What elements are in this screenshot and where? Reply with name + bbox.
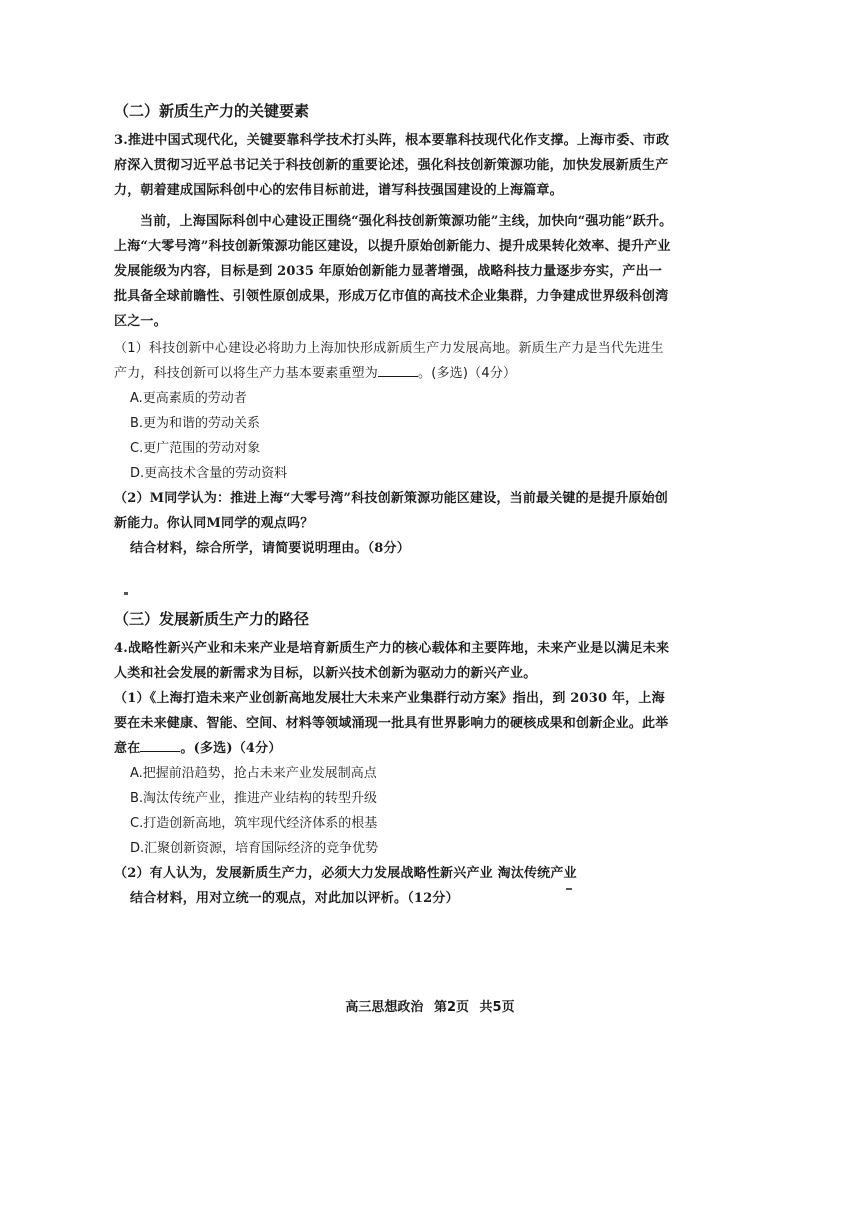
answer-blank [140, 739, 180, 752]
question-3-sub1-suffix: 。(多选)（4分） [418, 366, 517, 381]
section-two [114, 100, 674, 561]
question-3-option-d: D.更高技术含量的劳动资料 [130, 466, 288, 481]
answer-blank [378, 364, 418, 377]
question-3-sub1-text: （1）科技创新中心建设必将助力上海加快形成新质生产力发展高地。新质生产力是当代先进生产力，科技创新可以将生产力基本要素重塑为 [114, 341, 664, 381]
question-4-sub2-task: 结合材料，用对立统一的观点，对此加以评析。（12分） [130, 891, 459, 906]
question-4-sub2: （2）有人认为，发展新质生产力，必须大力发展战略性新兴产业 淘汰传统产业 [114, 866, 577, 881]
question-4-option-c: C.打造创新高地，筑牢现代经济体系的根基 [130, 816, 378, 831]
scan-speck [566, 888, 572, 890]
page-footer: 高三思想政治 第2页 共5页 [345, 1000, 515, 1015]
question-4-sub1 [114, 686, 674, 761]
question-4-intro: 4.战略性新兴产业和未来产业是培育新质生产力的核心载体和主要阵地，未来产业是以满足未来人类和社会发展的新需求为目标，以新兴技术创新为驱动力的新兴产业。 [114, 641, 670, 681]
question-3-material: 当前，上海国际科创中心建设正围绕“强化科技创新策源功能”主线，加快向“强功能”跃升。上海“大零号湾”科技创新策源功能区建设，以提升原始创新能力、提升成果转化效率、提升产业发展能级为内容，目标是到 2035 年原始创新能力显著增强，战略科技力量逐步夯实，产出一批具备全球前瞻性、引领性原创成果，形成万亿市值的高技术企业集群，力争建成世界级科创湾区之一。 [114, 214, 673, 329]
question-3-sub2-task: 结合材料，综合所学，请简要说明理由。（8分） [130, 541, 410, 556]
question-4-option-b: B.淘汰传统产业，推进产业结构的转型升级 [130, 791, 378, 806]
question-4-sub1-text: （1）《上海打造未来产业创新高地发展壮大未来产业集群行动方案》指出，到 2030 年，上海要在未来健康、智能、空间、材料等领域涌现一批具有世界影响力的硬核成果和创新企业。此举意在 [114, 691, 669, 756]
section-three-heading: （三）发展新质生产力的路径 [114, 610, 310, 628]
scan-speck [124, 592, 128, 595]
question-3-sub1 [114, 336, 674, 386]
question-3-intro: 3.推进中国式现代化，关键要靠科学技术打头阵，根本要靠科技现代化作支撑。上海市委、市政府深入贯彻习近平总书记关于科技创新的重要论述，强化科技创新策源功能，加快发展新质生产力，朝着建成国际科创中心的宏伟目标前进，谱写科技强国建设的上海篇章。 [114, 133, 670, 198]
question-4-option-a: A.把握前沿趋势，抢占未来产业发展制高点 [130, 766, 377, 781]
section-three [114, 608, 674, 911]
section-two-heading: （二）新质生产力的关键要素 [114, 102, 310, 120]
question-3-option-a: A.更高素质的劳动者 [130, 391, 247, 406]
question-3-option-c: C.更广范围的劳动对象 [130, 441, 261, 456]
question-3-option-b: B.更为和谐的劳动关系 [130, 416, 261, 431]
question-4-sub1-suffix: 。(多选)（4分） [180, 741, 282, 756]
question-4-option-d: D.汇聚创新资源，培育国际经济的竞争优势 [130, 841, 379, 856]
question-3-sub2: （2）M同学认为：推进上海“大零号湾”科技创新策源功能区建设，当前最关键的是提升原始创新能力。你认同M同学的观点吗？ [114, 491, 668, 531]
